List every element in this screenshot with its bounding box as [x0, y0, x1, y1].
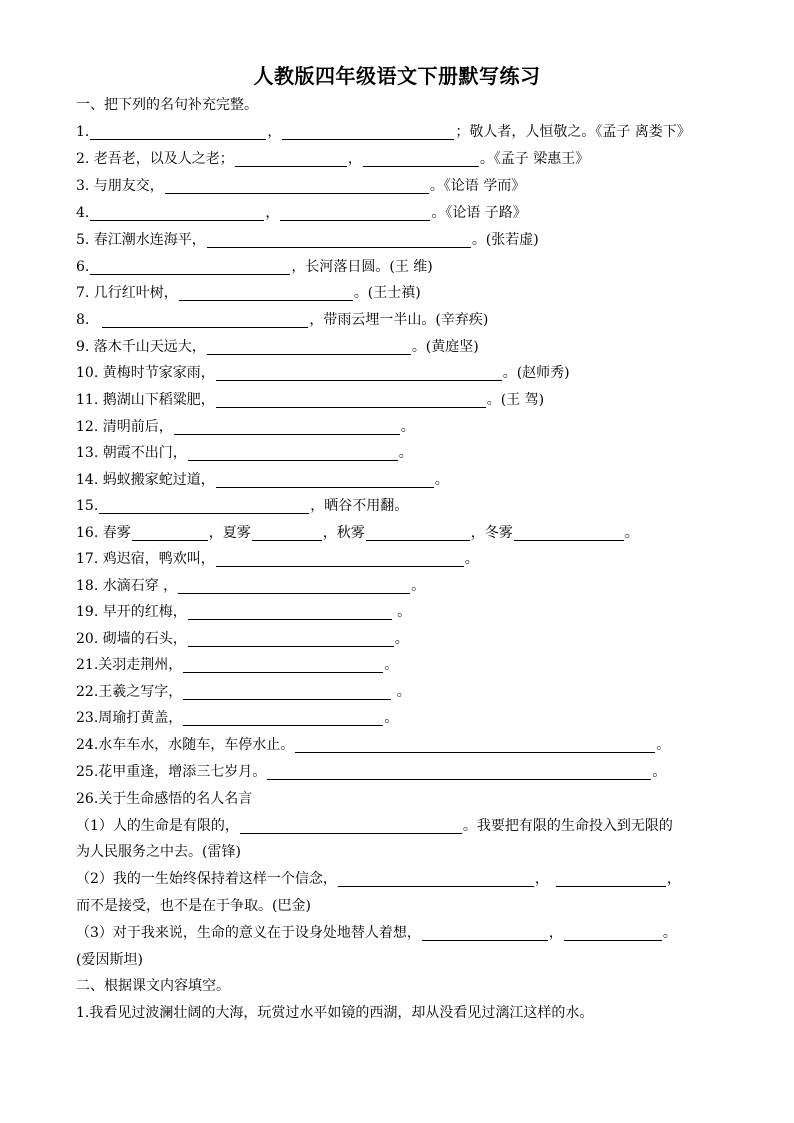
question-13: [76, 444, 413, 462]
question-20-end: 。: [394, 631, 409, 647]
question-11: [76, 391, 544, 409]
question-26-part-3: [76, 924, 677, 942]
section-heading-1: 一、把下列的名句补充完整。: [76, 97, 258, 113]
question-2-separator: ，: [347, 151, 362, 167]
question-26-1-text-b: 。我要把有限的生命投入到无限的: [462, 818, 673, 834]
question-12-end: 。: [400, 419, 415, 435]
question-17-end: 。: [464, 551, 479, 567]
question-3-text: 3. 与朋友交，: [76, 178, 164, 194]
question-4-number: 4.: [76, 205, 90, 221]
question-11-source: 。(王 驾): [486, 392, 545, 408]
answer-blank[interactable]: [165, 178, 429, 194]
answer-blank[interactable]: [90, 124, 266, 140]
answer-blank[interactable]: [556, 871, 666, 887]
section-2-question-1: 1.我看见过波澜壮阔的大海，玩赏过水平如镜的西湖，却从没看见过漓江这样的水。: [76, 1005, 594, 1021]
answer-blank[interactable]: [564, 925, 662, 941]
answer-blank[interactable]: [99, 498, 309, 514]
answer-blank[interactable]: [216, 551, 464, 567]
answer-blank[interactable]: [132, 525, 208, 541]
answer-blank[interactable]: [363, 151, 479, 167]
question-15: [76, 497, 408, 515]
question-26-2-end: ，: [666, 871, 681, 887]
question-14-end: 。: [434, 472, 449, 488]
answer-blank[interactable]: [183, 684, 391, 700]
question-13-text: 13. 朝霞不出门，: [76, 445, 187, 461]
question-26-3-separator: ，: [548, 925, 563, 941]
question-16-text-c: ，秋雾: [322, 525, 365, 541]
answer-blank[interactable]: [280, 205, 430, 221]
question-26-3-end: 。: [662, 925, 677, 941]
question-22: [76, 683, 411, 701]
answer-blank[interactable]: [188, 445, 398, 461]
question-6-number: 6.: [76, 259, 90, 275]
question-24-end: 。: [656, 737, 671, 753]
answer-blank[interactable]: [174, 419, 400, 435]
question-16-text: 16. 春雾: [76, 525, 131, 541]
question-17-text: 17. 鸡迟宿，鸭欢叫，: [76, 551, 215, 567]
question-16: [76, 524, 639, 542]
answer-blank[interactable]: [179, 285, 353, 301]
question-24-text: 24.水车车水，水随车，车停水止。: [76, 737, 295, 753]
question-5-text: 5. 春江潮水连海平，: [76, 232, 206, 248]
question-18-end: 。: [411, 578, 426, 594]
question-5-source: 。(张若虚): [471, 232, 539, 248]
question-2-source: 。《孟子 梁惠王》: [479, 151, 590, 167]
answer-blank[interactable]: [188, 631, 394, 647]
question-19-text: 19. 早开的红梅，: [76, 604, 187, 620]
question-20: [76, 630, 409, 648]
answer-blank[interactable]: [216, 365, 502, 381]
answer-blank[interactable]: [102, 312, 308, 328]
answer-blank[interactable]: [188, 604, 392, 620]
question-13-end: 。: [398, 445, 413, 461]
question-2-text: 2. 老吾老，以及人之老；: [76, 151, 234, 167]
question-16-text-b: ，夏雾: [208, 525, 251, 541]
question-17: [76, 550, 479, 568]
answer-blank[interactable]: [240, 818, 462, 834]
question-26-2-separator: ，: [534, 871, 549, 887]
question-26-3-text: （3）对于我来说，生命的意义在于设身处地替人着想，: [76, 925, 421, 941]
answer-blank[interactable]: [252, 525, 322, 541]
question-15-text: ，晒谷不用翻。: [310, 498, 409, 514]
question-19: [76, 603, 411, 621]
question-3: [76, 177, 525, 195]
question-1-separator: ，: [267, 124, 282, 140]
question-11-text: 11. 鹅湖山下稻粱肥，: [76, 392, 215, 408]
answer-blank[interactable]: [183, 710, 383, 726]
question-10-text: 10. 黄梅时节家家雨，: [76, 365, 215, 381]
question-16-end: 。: [624, 525, 639, 541]
question-16-text-d: ，冬雾: [470, 525, 513, 541]
question-18: [76, 577, 425, 595]
question-8: [76, 311, 488, 329]
question-26-part-3-cont: (爱因斯坦): [76, 952, 143, 968]
question-26-heading: 26.关于生命感悟的名人名言: [76, 791, 253, 807]
question-4-source: 。《论语 子路》: [431, 205, 527, 221]
question-4-separator: ，: [265, 205, 280, 221]
question-9-source: 。(黄庭坚): [411, 339, 479, 355]
question-23: [76, 709, 398, 727]
question-12-text: 12. 清明前后，: [76, 419, 173, 435]
answer-blank[interactable]: [366, 525, 470, 541]
question-22-text: 22.王羲之写字，: [76, 684, 183, 700]
answer-blank[interactable]: [178, 578, 410, 594]
page-title: 人教版四年级语文下册默写练习: [253, 64, 541, 88]
question-18-text: 18. 水滴石穿 ，: [76, 578, 178, 594]
question-1-number: 1.: [76, 124, 90, 140]
question-3-source: 。《论语 学而》: [429, 178, 526, 194]
question-22-end: 。: [392, 684, 411, 700]
answer-blank[interactable]: [282, 124, 454, 140]
answer-blank[interactable]: [235, 151, 347, 167]
question-8-text: ，带雨云埋一半山。(辛弃疾): [309, 312, 489, 328]
section-heading-2: 二、根据课文内容填空。: [76, 978, 230, 994]
question-2: [76, 150, 589, 168]
question-5: [76, 231, 539, 249]
question-15-number: 15.: [76, 498, 99, 514]
answer-blank[interactable]: [514, 525, 624, 541]
question-21: [76, 656, 398, 674]
answer-blank[interactable]: [207, 232, 471, 248]
question-10: [76, 364, 570, 382]
question-9: [76, 338, 479, 356]
question-6: [76, 258, 433, 276]
question-26-part-2: [76, 870, 681, 888]
question-21-text: 21.关羽走荆州，: [76, 657, 183, 673]
question-24: [76, 736, 670, 754]
question-1: [76, 123, 691, 141]
question-12: [76, 418, 415, 436]
question-8-number: 8.: [76, 312, 90, 328]
question-23-end: 。: [384, 710, 399, 726]
answer-blank[interactable]: [90, 259, 290, 275]
question-26-part-2-cont: 而不是接受，也不是在于争取。(巴金): [76, 898, 311, 914]
question-26-part-1: [76, 817, 673, 835]
answer-blank[interactable]: [267, 764, 651, 780]
question-4: [76, 204, 527, 222]
question-25-text: 25.花甲重逢，增添三七岁月。: [76, 764, 267, 780]
answer-blank[interactable]: [216, 392, 486, 408]
question-6-text: ，长河落日圆。(王 维): [291, 259, 433, 275]
answer-blank[interactable]: [422, 925, 548, 941]
question-7: [76, 284, 421, 302]
question-7-text: 7. 几行红叶树，: [76, 285, 178, 301]
question-20-text: 20. 砌墙的石头，: [76, 631, 187, 647]
question-14-text: 14. 蚂蚁搬家蛇过道，: [76, 472, 215, 488]
question-25: [76, 763, 666, 781]
answer-blank[interactable]: [207, 339, 411, 355]
question-25-end: 。: [652, 764, 667, 780]
question-14: [76, 471, 449, 489]
answer-blank[interactable]: [90, 205, 264, 221]
answer-blank[interactable]: [295, 737, 655, 753]
answer-blank[interactable]: [216, 472, 434, 488]
question-10-source: 。(赵师秀): [502, 365, 570, 381]
question-9-text: 9. 落木千山天远大，: [76, 339, 206, 355]
question-7-source: 。(王士禛): [353, 285, 421, 301]
answer-blank[interactable]: [183, 657, 383, 673]
question-19-end: 。: [392, 604, 412, 620]
question-23-text: 23.周瑜打黄盖，: [76, 710, 183, 726]
question-21-end: 。: [384, 657, 399, 673]
question-26-part-1-cont: 为人民服务之中去。(雷锋): [76, 844, 241, 860]
question-26-1-text: （1）人的生命是有限的，: [76, 818, 239, 834]
question-26-2-text: （2）我的一生始终保持着这样一个信念，: [76, 871, 337, 887]
answer-blank[interactable]: [338, 871, 534, 887]
question-1-text: ；敬人者，人恒敬之。《孟子 离娄下》: [455, 124, 691, 140]
